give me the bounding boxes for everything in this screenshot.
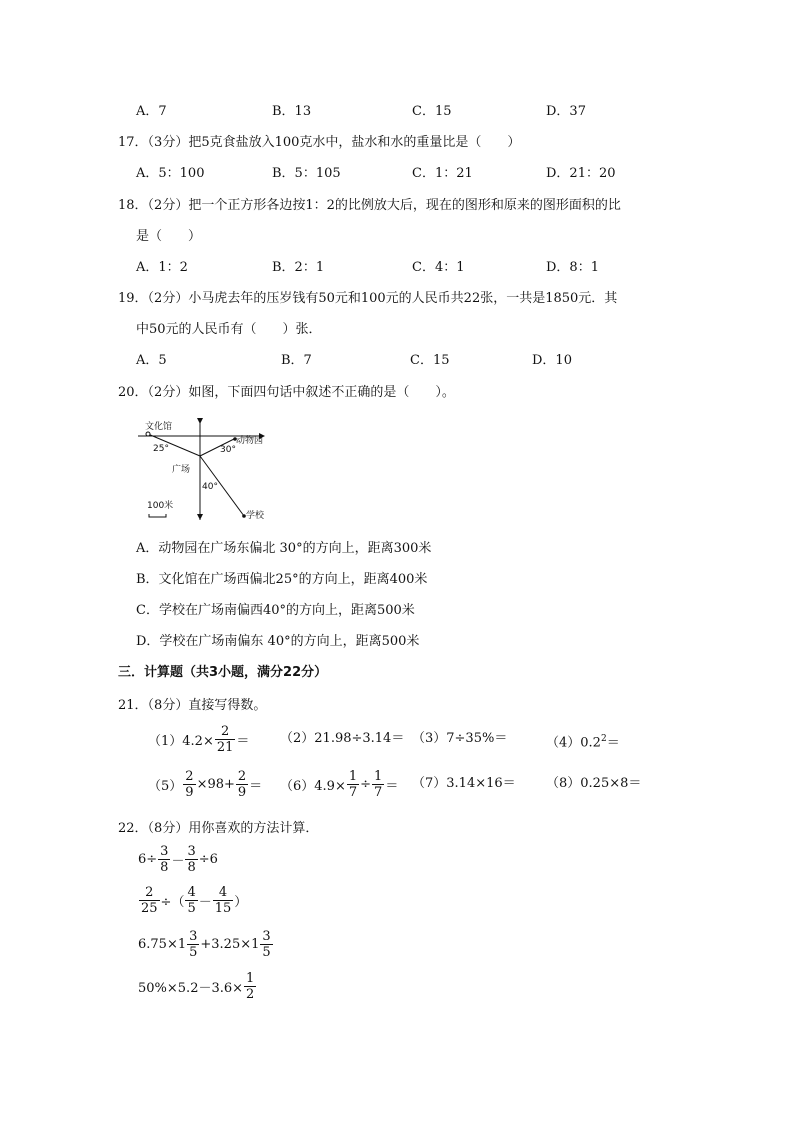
- numerator: 2: [139, 885, 160, 901]
- fraction: [183, 769, 195, 800]
- label-angle-40: 40°: [202, 482, 218, 492]
- q20-option-c: C．学校在广场南偏西40°的方向上，距离500米: [136, 603, 415, 618]
- fraction: [372, 769, 384, 800]
- q21-item4-label: （4）0.2: [546, 735, 601, 751]
- numerator: 3: [160, 844, 169, 859]
- q17-option-a: A．5：100: [136, 166, 205, 181]
- denominator: 7: [348, 785, 358, 800]
- label-guangchang: 广场: [172, 465, 191, 475]
- q21-item-8: （8）0.25×8＝: [546, 776, 642, 791]
- numerator: 2: [215, 724, 236, 740]
- q20-option-a: A．动物园在广场东偏北 30°的方向上，距离300米: [136, 541, 432, 556]
- denominator: 25: [141, 901, 158, 916]
- q18-option-a: A．1：2: [136, 260, 188, 275]
- expr-part: ÷（: [160, 895, 185, 910]
- label-angle-30: 30°: [220, 445, 236, 455]
- operator: ÷: [360, 777, 372, 792]
- q22-expression-2: [138, 885, 247, 916]
- q22-expression-1: [138, 844, 218, 875]
- expr-part: 6÷: [138, 852, 158, 867]
- fraction: [139, 885, 160, 916]
- q18-option-d: D．8：1: [546, 260, 599, 275]
- q17-stem: 17．（3分）把5克食盐放入100克水中，盐水和水的重量比是（ ）: [118, 135, 521, 150]
- numerator: 1: [374, 769, 383, 784]
- south-arrow-icon: [197, 514, 203, 520]
- label-dongwuyuan: 动物园: [236, 436, 264, 446]
- q18-option-b: B．2：1: [272, 260, 325, 275]
- q19-option-c: C．15: [410, 353, 450, 368]
- fraction: [236, 769, 248, 800]
- denominator: 15: [214, 901, 232, 916]
- expr-part: 50%×5.2－3.6×: [138, 981, 244, 996]
- denominator: 21: [216, 740, 234, 755]
- q16-option-b: B．13: [272, 104, 312, 119]
- numerator: 3: [189, 929, 198, 944]
- expr-part: ÷6: [198, 852, 218, 867]
- denominator: 5: [189, 945, 198, 960]
- q16-option-d: D．37: [546, 104, 586, 119]
- q19-option-b: B．7: [281, 353, 312, 368]
- q21-item-6: [280, 769, 398, 800]
- expr-part: －: [171, 854, 185, 869]
- q21-item1-label: （1）4.2×: [148, 734, 214, 749]
- q17-option-d: D．21：20: [546, 166, 616, 181]
- denominator: 9: [185, 785, 194, 800]
- label-wenhuaguan: 文化馆: [145, 422, 173, 432]
- q22-expression-4: [138, 971, 257, 1002]
- q21-item-2: （2）21.98÷3.14＝: [280, 731, 405, 746]
- q20-option-d: D．学校在广场南偏东 40°的方向上，距离500米: [136, 634, 420, 649]
- operator: ×98+: [196, 777, 235, 792]
- q18-stem-line2: 是（ ）: [136, 229, 202, 244]
- fraction: [215, 724, 236, 755]
- label-scale: 100米: [147, 501, 174, 511]
- numerator: 3: [262, 929, 271, 944]
- q21-stem: 21．（8分）直接写得数。: [118, 698, 267, 713]
- q20-stem: 20．（2分）如图，下面四句话中叙述不正确的是（ ）。: [118, 385, 455, 400]
- q16-option-a: A．7: [136, 104, 167, 119]
- q21-item-4: [546, 730, 620, 752]
- fraction: [347, 769, 359, 800]
- q16-option-c: C．15: [412, 104, 452, 119]
- fraction: [185, 885, 197, 916]
- numerator: 1: [246, 971, 255, 986]
- numerator: 4: [187, 885, 196, 900]
- fraction: [185, 844, 197, 875]
- q19-option-d: D．10: [532, 353, 572, 368]
- label-angle-25: 25°: [153, 444, 169, 454]
- q21-item-5: [148, 769, 262, 800]
- q20-option-b: B．文化馆在广场西偏北25°的方向上，距离400米: [136, 572, 428, 587]
- denominator: 2: [246, 987, 255, 1002]
- q21-item-3: （3）7÷35%＝: [412, 731, 508, 746]
- q17-option-b: B．5：105: [272, 166, 341, 181]
- q18-option-c: C．4：1: [412, 260, 465, 275]
- equals-sign: ＝: [606, 735, 620, 751]
- denominator: 8: [187, 860, 196, 875]
- q21-item6-label: （6）4.9×: [280, 779, 346, 794]
- numerator: 4: [213, 885, 234, 901]
- q18-stem-line1: 18．（2分）把一个正方形各边按1：2的比例放大后，现在的图形和原来的图形面积的比: [118, 198, 621, 213]
- denominator: 7: [374, 785, 383, 800]
- section-3-title: 三．计算题（共3小题，满分22分）: [118, 665, 328, 680]
- numerator: 2: [237, 769, 247, 784]
- exponent: 2: [600, 734, 607, 744]
- expr-part: 6.75×1: [138, 937, 187, 952]
- numerator: 3: [187, 844, 196, 859]
- q19-option-a: A．5: [136, 353, 167, 368]
- equals-sign: ＝: [385, 779, 399, 794]
- numerator: 2: [185, 769, 194, 784]
- equals-sign: ＝: [236, 734, 250, 749]
- q21-item-1: [148, 724, 249, 755]
- q20-direction-diagram: [136, 416, 270, 524]
- q19-stem-line1: 19．（2分）小马虎去年的压岁钱有50元和100元的人民币共22张，一共是1850元．其: [118, 291, 618, 306]
- label-xuexiao: 学校: [246, 511, 265, 521]
- q22-expression-3: [138, 929, 274, 960]
- denominator: 9: [237, 785, 247, 800]
- q21-item-7: （7）3.14×16＝: [412, 776, 516, 791]
- wenhuaguan-point-icon: [146, 432, 150, 436]
- q17-option-c: C．1：21: [412, 166, 473, 181]
- fraction: [187, 929, 199, 960]
- q22-stem: 22．（8分）用你喜欢的方法计算．: [118, 821, 319, 836]
- denominator: 8: [160, 860, 169, 875]
- denominator: 5: [262, 945, 271, 960]
- fraction: [244, 971, 256, 1002]
- fraction: [158, 844, 170, 875]
- expr-part: －: [198, 895, 212, 910]
- scale-bar: [149, 514, 166, 517]
- fraction: [260, 929, 272, 960]
- equals-sign: ＝: [249, 779, 263, 794]
- expr-part: ）: [234, 895, 248, 910]
- expr-part: +3.25×1: [200, 937, 260, 952]
- numerator: 1: [348, 769, 358, 784]
- q19-stem-line2: 中50元的人民币有（ ）张．: [136, 322, 322, 337]
- q21-item5-label: （5）: [148, 779, 183, 794]
- denominator: 5: [187, 901, 196, 916]
- fraction: [213, 885, 234, 916]
- north-arrow-icon: [197, 418, 203, 424]
